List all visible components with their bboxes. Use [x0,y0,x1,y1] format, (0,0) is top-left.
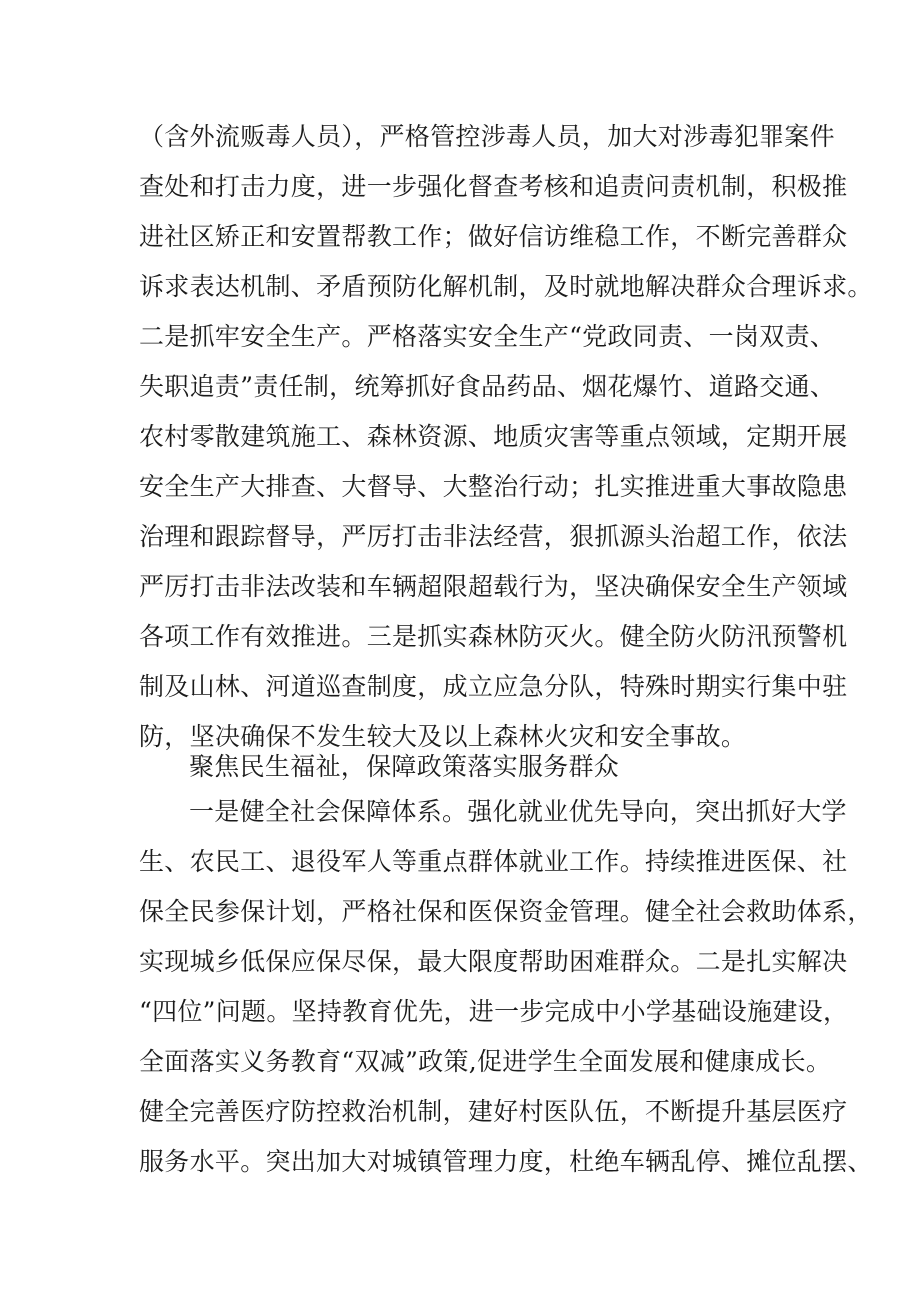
text-line: “四位”问题。坚持教育优先，进一步完成中小学基础设施建设， [139,997,849,1026]
text-line: 诉求表达机制、矛盾预防化解机制，及时就地解决群众合理诉求。 [139,272,873,301]
text-line: 实现城乡低保应保尽保，最大限度帮助困难群众。二是扎实解决 [139,947,848,976]
text-line: （含外流贩毒人员），严格管控涉毒人员，加大对涉毒犯罪案件 [139,122,835,151]
text-line: 生、农民工、退役军人等重点群体就业工作。持续推进医保、社 [139,847,848,876]
text-line: 查处和打击力度，进一步强化督查考核和追责问责机制，积极推 [139,172,848,201]
text-line: 进社区矫正和安置帮教工作；做好信访维稳工作，不断完善群众 [139,222,848,251]
text-line: 治理和跟踪督导，严厉打击非法经营，狠抓源头治超工作，依法 [139,522,848,551]
text-line: 防，坚决确保不发生较大及以上森林火灾和安全事故。 [139,722,747,751]
section-heading-block [139,742,789,792]
paragraph-continued [139,112,873,762]
text-line: 一是健全社会保障体系。强化就业优先导向，突出抓好大学 [189,797,847,826]
text-line: 各项工作有效推进。三是抓实森林防灭火。健全防火防汛预警机 [139,622,848,651]
text-line: 制及山林、河道巡查制度，成立应急分队，特殊时期实行集中驻 [139,672,848,701]
text-line: 保全民参保计划，严格社保和医保资金管理。健全社会救助体系， [139,897,873,926]
text-line: 健全完善医疗防控救治机制，建好村医队伍，不断提升基层医疗 [139,1097,848,1126]
text-line: 二是抓牢安全生产。严格落实安全生产“党政同责、一岗双责、 [139,322,836,351]
text-line: 农村零散建筑施工、森林资源、地质灾害等重点领域，定期开展 [139,422,848,451]
text-line: 全面落实义务教育“双减”政策,促进学生全面发展和健康成长。 [139,1047,832,1076]
text-line: 严厉打击非法改装和车辆超限超载行为，坚决确保安全生产领域 [139,572,848,601]
text-line: 失职追责”责任制，统筹抓好食品药品、烟花爆竹、道路交通、 [139,372,836,401]
text-line: 安全生产大排查、大督导、大整治行动；扎实推进重大事故隐患 [139,472,848,501]
text-line: 服务水平。突出加大对城镇管理力度，杜绝车辆乱停、摊位乱摆、 [139,1147,873,1176]
paragraph-next [139,787,873,1187]
section-heading: 聚焦民生福祉，保障政策落实服务群众 [189,752,620,781]
